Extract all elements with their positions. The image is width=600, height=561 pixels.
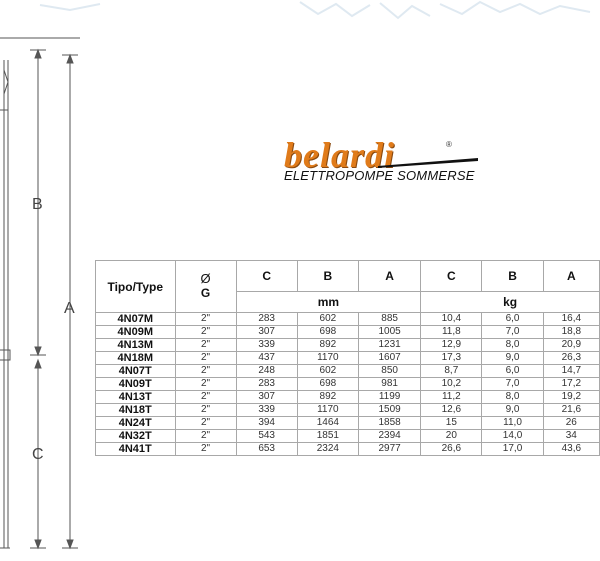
cell-model: 4N24T [96,417,176,430]
table-row [96,352,600,365]
cell-c-kg: 26,6 [421,443,482,456]
cell-b-kg: 8,0 [482,391,543,404]
cell-a-mm: 885 [359,313,421,326]
diameter-label: G [200,285,211,300]
cell-a-mm: 2977 [359,443,421,456]
cell-g: 2" [175,391,236,404]
cell-g: 2" [175,339,236,352]
cell-a-mm: 1199 [359,391,421,404]
cell-a-kg: 21,6 [543,404,599,417]
unit-mm: mm [236,292,421,313]
cell-c-kg: 8,7 [421,365,482,378]
cell-a-kg: 43,6 [543,443,599,456]
cell-g: 2" [175,365,236,378]
pump-specifications-table [95,260,600,456]
cell-a-kg: 34 [543,430,599,443]
cell-a-kg: 19,2 [543,391,599,404]
cell-a-mm: 1607 [359,352,421,365]
cell-model: 4N18T [96,404,176,417]
brand-wordmark: belardi [284,135,395,175]
cell-b-mm: 2324 [297,443,358,456]
cell-a-mm: 850 [359,365,421,378]
cell-c-kg: 15 [421,417,482,430]
cell-g: 2" [175,404,236,417]
cell-b-mm: 1464 [297,417,358,430]
header-diameter [175,261,236,313]
cell-g: 2" [175,352,236,365]
diameter-symbol: Ø [200,270,211,286]
cell-g: 2" [175,417,236,430]
cell-c-mm: 339 [236,339,297,352]
cell-b-kg: 6,0 [482,313,543,326]
cell-c-mm: 283 [236,313,297,326]
cell-b-mm: 602 [297,365,358,378]
cell-a-mm: 1858 [359,417,421,430]
brand-logo [278,135,478,186]
header-b-kg: B [482,261,543,292]
cell-b-kg: 6,0 [482,365,543,378]
cell-c-kg: 10,2 [421,378,482,391]
cell-b-mm: 602 [297,313,358,326]
header-c-mm: C [236,261,297,292]
cell-b-mm: 1170 [297,404,358,417]
cell-a-kg: 20,9 [543,339,599,352]
cell-a-kg: 18,8 [543,326,599,339]
cell-model: 4N41T [96,443,176,456]
cell-c-kg: 12,6 [421,404,482,417]
table-row [96,313,600,326]
cell-c-mm: 283 [236,378,297,391]
cell-b-kg: 14,0 [482,430,543,443]
cell-c-mm: 394 [236,417,297,430]
pump-technical-drawing [0,0,90,561]
registered-mark: ® [446,140,452,149]
cell-a-mm: 1231 [359,339,421,352]
cell-a-kg: 17,2 [543,378,599,391]
cell-b-kg: 8,0 [482,339,543,352]
cell-a-mm: 1005 [359,326,421,339]
header-a-mm: A [359,261,421,292]
table-row [96,326,600,339]
dimension-label-c: C [32,446,44,463]
cell-model: 4N09T [96,378,176,391]
cell-model: 4N18M [96,352,176,365]
cell-model: 4N07M [96,313,176,326]
cell-g: 2" [175,326,236,339]
cell-a-kg: 26,3 [543,352,599,365]
cell-a-kg: 26 [543,417,599,430]
cell-b-kg: 17,0 [482,443,543,456]
cell-b-kg: 7,0 [482,326,543,339]
table-row [96,417,600,430]
cell-b-mm: 1851 [297,430,358,443]
table-row [96,378,600,391]
cell-b-mm: 892 [297,339,358,352]
cell-c-mm: 339 [236,404,297,417]
cell-model: 4N13M [96,339,176,352]
cell-b-mm: 892 [297,391,358,404]
table-row [96,404,600,417]
cell-g: 2" [175,313,236,326]
header-tipo: Tipo/Type [96,261,176,313]
table-row [96,391,600,404]
cell-c-mm: 437 [236,352,297,365]
cell-model: 4N32T [96,430,176,443]
table-row [96,339,600,352]
cell-b-kg: 9,0 [482,352,543,365]
background-watermark [0,0,600,40]
cell-g: 2" [175,378,236,391]
logo-underline-graphic [378,158,478,168]
cell-c-kg: 11,8 [421,326,482,339]
cell-b-kg: 9,0 [482,404,543,417]
header-c-kg: C [421,261,482,292]
brand-subtitle: ELETTROPOMPE SOMMERSE [284,168,475,183]
cell-a-kg: 16,4 [543,313,599,326]
cell-c-mm: 307 [236,326,297,339]
cell-c-kg: 10,4 [421,313,482,326]
cell-a-mm: 981 [359,378,421,391]
cell-b-kg: 7,0 [482,378,543,391]
cell-a-mm: 1509 [359,404,421,417]
dimension-label-a: A [64,300,75,317]
cell-c-kg: 20 [421,430,482,443]
cell-b-mm: 698 [297,378,358,391]
cell-c-kg: 12,9 [421,339,482,352]
cell-g: 2" [175,443,236,456]
cell-c-mm: 248 [236,365,297,378]
cell-b-mm: 1170 [297,352,358,365]
cell-b-kg: 11,0 [482,417,543,430]
table-row [96,365,600,378]
cell-model: 4N07T [96,365,176,378]
cell-c-mm: 307 [236,391,297,404]
cell-a-mm: 2394 [359,430,421,443]
cell-c-kg: 11,2 [421,391,482,404]
header-b-mm: B [297,261,358,292]
cell-c-kg: 17,3 [421,352,482,365]
cell-b-mm: 698 [297,326,358,339]
table-row [96,443,600,456]
cell-model: 4N09M [96,326,176,339]
cell-a-kg: 14,7 [543,365,599,378]
unit-kg: kg [421,292,600,313]
cell-g: 2" [175,430,236,443]
cell-model: 4N13T [96,391,176,404]
cell-c-mm: 653 [236,443,297,456]
table-row [96,430,600,443]
dimension-label-b: B [32,196,43,213]
cell-c-mm: 543 [236,430,297,443]
header-a-kg: A [543,261,599,292]
